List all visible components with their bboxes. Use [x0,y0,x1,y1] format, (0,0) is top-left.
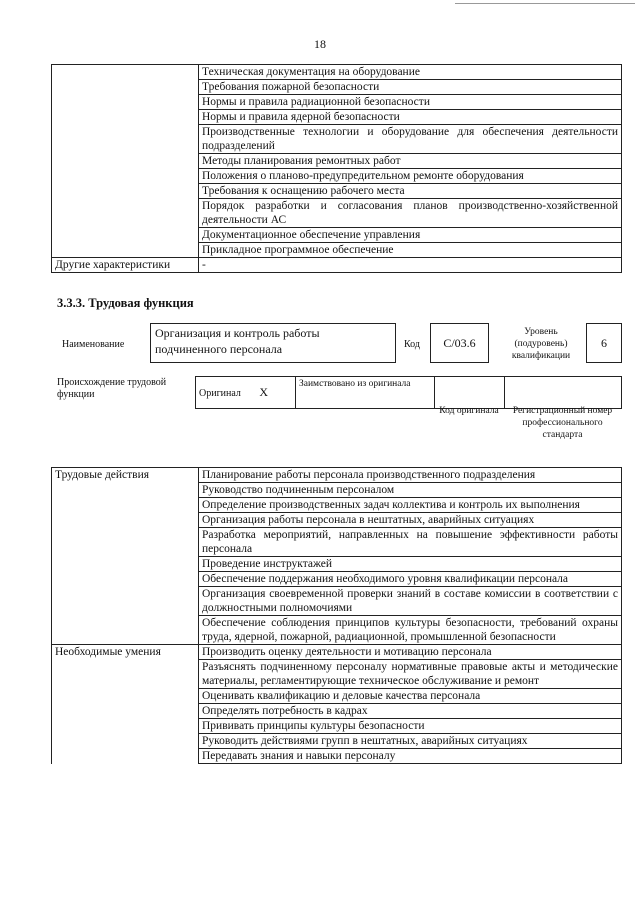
other-characteristics-value: - [199,258,622,273]
code-box [430,323,489,363]
labor-action-item: Определение производственных задач коллектива и контроль их выполнения [199,498,622,513]
labor-action-item: Организация работы персонала в нештатных, аварийных ситуациях [199,513,622,528]
knowledge-table [51,64,622,273]
top-edge-rule [455,3,635,4]
knowledge-item: Требования к оснащению рабочего места [199,184,622,199]
origin-label: Происхождение трудовой функции [57,377,167,400]
knowledge-item: Прикладное программное обеспечение [199,243,622,258]
knowledge-item: Положения о планово-предупредительном ремонте оборудования [199,169,622,184]
labor-action-item: Разработка мероприятий, направленных на повышение эффективности работы персонала [199,528,622,557]
section-heading: 3.3.3. Трудовая функция [57,296,194,310]
skills-label: Необходимые умения [52,645,199,764]
skill-item: Передавать знания и навыки персоналу [199,749,622,764]
original-cell [196,377,296,409]
reg-caption: Регистрационный номер профессионального стандарта [512,406,613,440]
level-value: 6 [601,336,607,350]
knowledge-item: Техническая документация на оборудование [199,65,622,80]
labor-action-item: Руководство подчиненным персоналом [199,483,622,498]
table-row [52,65,622,80]
labor-action-item: Проведение инструктажей [199,557,622,572]
name-label: Наименование [62,339,125,350]
skill-item: Прививать принципы культуры безопасности [199,719,622,734]
original-mark: X [259,384,269,399]
labor-actions-label: Трудовые действия [52,468,199,645]
skill-item: Руководить действиями групп в нештатных, аварийных ситуациях [199,734,622,749]
labor-action-item: Обеспечение поддержания необходимого уровня квалификации персонала [199,572,622,587]
labor-action-item: Планирование работы персонала производственного подразделения [199,468,622,483]
code-label: Код [404,339,420,350]
function-code: C/03.6 [443,336,476,350]
code-caption: Код оригинала [439,406,499,416]
skill-item: Определять потребность в кадрах [199,704,622,719]
labor-action-item: Организация своевременной проверки знаний в составе комиссии в соответствии с должностными полномочиями [199,587,622,616]
table-row [52,258,622,273]
table-row [52,468,622,483]
labor-action-item: Обеспечение соблюдения принципов культуры безопасности, требований охраны труда, ядерной, пожарной, радиационной, промышленной безопасности [199,616,622,645]
knowledge-item: Документационное обеспечение управления [199,228,622,243]
table-row [52,645,622,660]
knowledge-item: Нормы и правила ядерной безопасности [199,110,622,125]
row-label-empty [52,65,199,258]
function-name: Организация и контроль работы подчиненного персонала [155,326,320,356]
knowledge-item: Требования пожарной безопасности [199,80,622,95]
knowledge-item: Нормы и правила радиационной безопасности [199,95,622,110]
knowledge-item: Производственные технологии и оборудование для обеспечения деятельности подразделений [199,125,622,154]
origin-reg-cell [505,377,622,409]
knowledge-item: Методы планирования ремонтных работ [199,154,622,169]
table-row [196,377,622,409]
page-number: 18 [314,37,326,51]
borrowed-label: Заимствовано из оригинала [296,377,435,409]
function-table [51,467,622,764]
origin-code-cell [435,377,505,409]
skill-item: Оценивать квалификацию и деловые качества персонала [199,689,622,704]
level-box [586,323,622,363]
other-characteristics-label: Другие характеристики [52,258,199,273]
skill-item: Разъяснять подчиненному персоналу нормативные правовые акты и методические материалы, регламентирующие техническое обслуживание и ремонт [199,660,622,689]
original-label: Оригинал [199,387,241,399]
knowledge-item: Порядок разработки и согласования планов производственно-хозяйственной деятельности АС [199,199,622,228]
skill-item: Производить оценку деятельности и мотивацию персонала [199,645,622,660]
level-label: Уровень (подуровень) квалификации [511,327,571,361]
name-box [150,323,396,363]
